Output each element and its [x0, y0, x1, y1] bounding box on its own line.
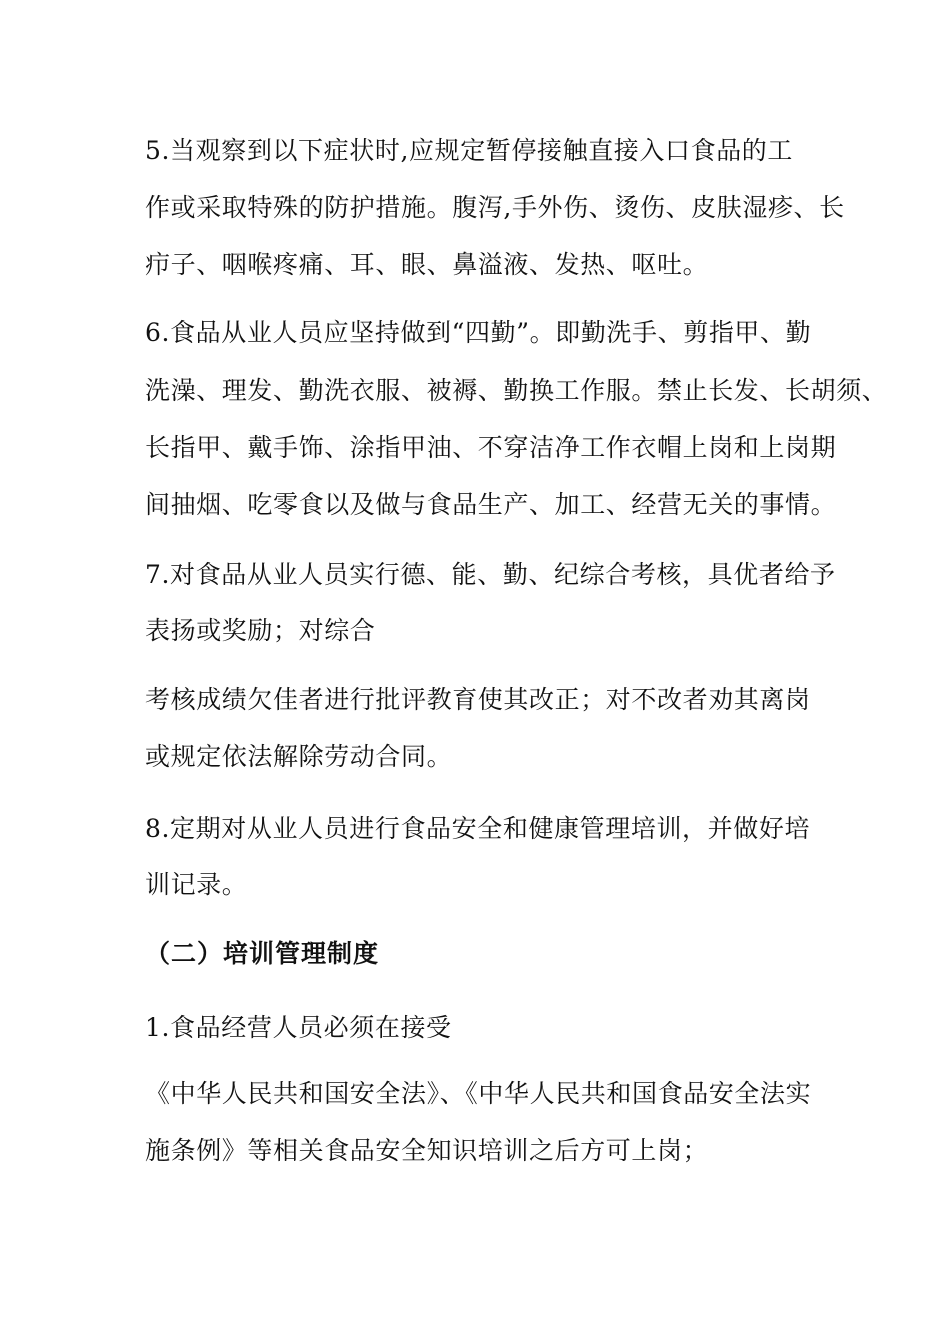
- text-line: 考核成绩欠佳者进行批评教育使其改正；对不改者劝其离岗: [145, 685, 811, 714]
- text-line: 7.对食品从业人员实行德、能、勤、纪综合考核，具优者给予: [145, 560, 836, 589]
- text-line: 间抽烟、吃零食以及做与食品生产、加工、经营无关的事情。: [145, 490, 837, 519]
- text-line: 6.食品从业人员应坚持做到“四勤”。即勤洗手、剪指甲、勤: [145, 318, 812, 347]
- text-line: 《中华人民共和国安全法》、《中华人民共和国食品安全法实: [145, 1079, 812, 1108]
- text-line: 长指甲、戴手饰、涂指甲油、不穿洁净工作衣帽上岗和上岗期: [145, 433, 837, 462]
- text-line: 或规定依法解除劳动合同。: [145, 742, 453, 771]
- text-line: 施条例》等相关食品安全知识培训之后方可上岗；: [145, 1136, 709, 1165]
- text-line: 1.食品经营人员必须在接受: [145, 1013, 452, 1042]
- text-line: 作或采取特殊的防护措施。腹泻,手外伤、烫伤、皮肤湿疹、长: [145, 193, 845, 222]
- text-line: 训记录。: [145, 870, 248, 899]
- text-line: 5.当观察到以下症状时,应规定暂停接触直接入口食品的工: [145, 136, 794, 165]
- section-heading: （二）培训管理制度: [145, 939, 380, 968]
- text-line: 洗澡、理发、勤洗衣服、被褥、勤换工作服。禁止长发、长胡须、: [145, 376, 888, 405]
- text-line: 疖子、咽喉疼痛、耳、眼、鼻溢液、发热、呕吐。: [145, 250, 709, 279]
- text-line: 表扬或奖励；对综合: [145, 616, 376, 645]
- text-line: 8.定期对从业人员进行食品安全和健康管理培训，并做好培: [145, 814, 811, 843]
